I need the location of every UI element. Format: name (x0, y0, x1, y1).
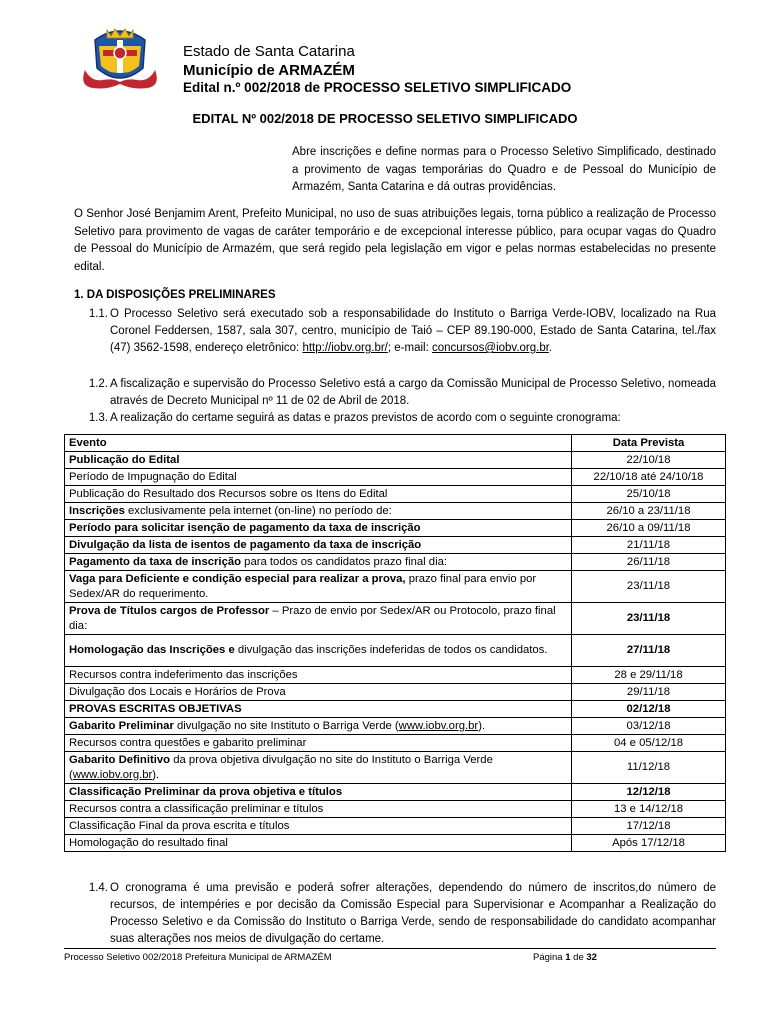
schedule-row (65, 701, 726, 718)
schedule-date: 12/12/18 (572, 784, 726, 801)
event-text: prazo final para envio por Sedex/AR do requerimento. (69, 572, 537, 600)
item-text: O cronograma é uma previsão e poderá sofrer alterações, dependendo do número de inscritos,do número de recursos, de intempéries e por decisão da Comissão Especial para Supervisionar e Acompanhar a Realização do Processo Seletivo e da Comissão do Instituto o Barriga Verde, sendo de responsabilidade do candidato acompanhar suas alterações nos meios de divulgação do certame. (110, 882, 716, 945)
schedule-date: 04 e 05/12/18 (572, 735, 726, 752)
schedule-row (65, 520, 726, 537)
schedule-date: 26/10 a 09/11/18 (572, 520, 726, 537)
event-bold-text: Gabarito Preliminar (69, 719, 174, 732)
schedule-event (65, 486, 572, 503)
schedule-event (65, 635, 572, 667)
item-text: A fiscalização e supervisão do Processo Seletivo está a cargo da Comissão Municipal de Processo Seletivo, nomeada através de Decreto Municipal nº 11 de 02 de Abril de 2018. (110, 378, 716, 407)
header-edital: Edital n.º 002/2018 de PROCESSO SELETIVO SIMPLIFICADO (183, 80, 572, 95)
schedule-row (65, 718, 726, 735)
schedule-date: 02/12/18 (572, 701, 726, 718)
footer-page-number (533, 952, 597, 963)
event-bold-text: Classificação Preliminar da prova objetiva e títulos (69, 785, 343, 798)
schedule-event (65, 520, 572, 537)
schedule-event (65, 684, 572, 701)
schedule-date: 29/11/18 (572, 684, 726, 701)
schedule-row (65, 752, 726, 784)
schedule-row (65, 537, 726, 554)
schedule-date: 23/11/18 (572, 571, 726, 603)
schedule-date: 03/12/18 (572, 718, 726, 735)
schedule-date: 27/11/18 (572, 635, 726, 667)
schedule-event (65, 537, 572, 554)
schedule-date: 26/10 a 23/11/18 (572, 503, 726, 520)
schedule-row (65, 818, 726, 835)
event-bold-text: Publicação do Edital (69, 453, 180, 466)
schedule-row (65, 784, 726, 801)
item-text: A realização do certame seguirá as datas e prazos previstos de acordo com o seguinte cronograma: (110, 412, 621, 424)
event-text: divulgação das inscrições indeferidas de todos os candidatos. (234, 644, 548, 656)
schedule-row (65, 603, 726, 635)
event-text: Recursos contra questões e gabarito preliminar (69, 736, 307, 749)
document-title: EDITAL Nº 002/2018 DE PROCESSO SELETIVO SIMPLIFICADO (192, 111, 578, 126)
item-number: 1.4. (88, 882, 108, 894)
event-text: Recursos contra indeferimento das inscrições (69, 668, 298, 681)
schedule-row (65, 554, 726, 571)
event-text: Período de Impugnação do Edital (69, 470, 237, 483)
schedule-row (65, 667, 726, 684)
schedule-event (65, 554, 572, 571)
event-bold-text: Vaga para Deficiente e condição especial para realizar a prova, (69, 572, 406, 585)
section-heading: 1. DA DISPOSIÇÕES PRELIMINARES (74, 289, 276, 301)
schedule-date: Após 17/12/18 (572, 835, 726, 852)
schedule-date: 21/11/18 (572, 537, 726, 554)
schedule-event (65, 503, 572, 520)
event-text: para todos os candidatos prazo final dia: (241, 555, 448, 568)
event-text: – Prazo de envio por Sedex/AR ou Protocolo, prazo final dia: (69, 604, 556, 632)
column-header-event: Evento (65, 435, 572, 452)
schedule-row (65, 486, 726, 503)
column-header-date: Data Prevista (572, 435, 726, 452)
schedule-row (65, 801, 726, 818)
schedule-event (65, 452, 572, 469)
website-link[interactable]: www.iobv.org.br (72, 768, 153, 781)
schedule-date: 28 e 29/11/18 (572, 667, 726, 684)
schedule-event (65, 784, 572, 801)
schedule-date: 22/10/18 até 24/10/18 (572, 469, 726, 486)
page-prefix: Página (533, 952, 566, 963)
item-1-1 (74, 306, 716, 374)
schedule-row (65, 503, 726, 520)
event-text: Recursos contra a classificação preliminar e títulos (69, 802, 324, 815)
schedule-date: 25/10/18 (572, 486, 726, 503)
item-number: 1.2. (88, 378, 108, 390)
event-bold-text: Pagamento da taxa de inscrição (69, 555, 242, 568)
event-text-end: ). (152, 768, 160, 781)
event-bold-text: Homologação das Inscrições e (69, 644, 235, 656)
schedule-event (65, 701, 572, 718)
schedule-date: 23/11/18 (572, 603, 726, 635)
page-current: 1 (565, 952, 571, 963)
event-bold-text: PROVAS ESCRITAS OBJETIVAS (69, 702, 242, 715)
item-1-2 (74, 376, 716, 410)
event-bold-text: Divulgação da lista de isentos de pagamento da taxa de inscrição (69, 538, 422, 551)
footer-doc-title: Processo Seletivo 002/2018 Prefeitura Municipal de ARMAZÉM (64, 952, 332, 963)
item-number: 1.3. (88, 412, 108, 424)
footer-divider (64, 948, 716, 949)
item-1-3 (74, 410, 716, 427)
event-text: Classificação Final da prova escrita e títulos (69, 819, 290, 832)
event-text: da prova objetiva divulgação no site do Instituto o Barriga Verde ( (69, 753, 493, 781)
website-link[interactable]: www.iobv.org.br (398, 719, 479, 732)
event-bold-text: Período para solicitar isenção de pagamento da taxa de inscrição (69, 521, 421, 534)
schedule-event (65, 835, 572, 852)
municipal-coat-of-arms-icon (77, 26, 163, 96)
header-municipality: Município de ARMAZÉM (183, 62, 355, 79)
event-text: Divulgação dos Locais e Horários de Prova (69, 685, 286, 698)
event-bold-text: Prova de Títulos cargos de Professor (69, 604, 270, 617)
schedule-event (65, 571, 572, 603)
schedule-header-row (65, 435, 726, 452)
schedule-row (65, 571, 726, 603)
schedule-event (65, 718, 572, 735)
event-bold-text: Gabarito Definitivo (69, 753, 171, 766)
schedule-row (65, 835, 726, 852)
event-text: divulgação no site Instituto o Barriga Verde ( (173, 719, 399, 732)
schedule-row (65, 635, 726, 667)
item-number: 1.1. (88, 308, 108, 320)
schedule-event (65, 735, 572, 752)
item-text-end: . (548, 342, 553, 354)
item-text-body: O Processo Seletivo será executado sob a responsabilidade do Instituto o Barriga Verde-IOBV, localizado na Rua Coronel Feddersen, 1587, sala 307, centro, município de Taió – CEP 89.190-000, Estado de Santa Catarina, tel./fax (47) 3562-1598, endereço eletrônico: (110, 308, 716, 354)
schedule-row (65, 735, 726, 752)
item-text-mid: ; e-mail: (387, 342, 432, 354)
schedule-date: 22/10/18 (572, 452, 726, 469)
schedule-event (65, 667, 572, 684)
schedule-event (65, 818, 572, 835)
email-link[interactable]: concursos@iobv.org.br (431, 342, 549, 354)
schedule-event (65, 801, 572, 818)
schedule-date: 26/11/18 (572, 554, 726, 571)
schedule-date: 13 e 14/12/18 (572, 801, 726, 818)
website-link[interactable]: http://iobv.org.br/ (302, 342, 388, 354)
schedule-row (65, 452, 726, 469)
schedule-row (65, 684, 726, 701)
schedule-date: 17/12/18 (572, 818, 726, 835)
event-text: Publicação do Resultado dos Recursos sobre os Itens do Edital (69, 487, 388, 500)
schedule-event (65, 752, 572, 784)
page-mid: de (570, 952, 587, 963)
event-bold-text: Inscrições (69, 504, 125, 517)
intro-paragraph: O Senhor José Benjamim Arent, Prefeito Municipal, no uso de suas atribuições legais, torna público a realização de Processo Seletivo para provimento de vagas de caráter temporário e de excepcional interesse público, para ocupar vagas do Quadro de Pessoal do Município de Armazém, que será regido pela legislação em vigor e pelas normas estabelecidas no presente edital. (74, 208, 716, 273)
item-1-4 (74, 880, 716, 948)
item-text (110, 306, 716, 357)
schedule-date: 11/12/18 (572, 752, 726, 784)
event-text: exclusivamente pela internet (on-line) no período de: (124, 504, 392, 517)
event-text: Homologação do resultado final (69, 836, 228, 849)
edital-summary: Abre inscrições e define normas para o Processo Seletivo Simplificado, destinado a provimento de vagas temporárias do Quadro e de Pessoal do Município de Armazém, Santa Catarina e dá outras providências. (292, 146, 716, 193)
header-state: Estado de Santa Catarina (183, 43, 355, 60)
schedule-event (65, 469, 572, 486)
schedule-event (65, 603, 572, 635)
event-text-end: ). (478, 719, 486, 732)
schedule-row (65, 469, 726, 486)
schedule-table (64, 434, 726, 852)
page-total: 32 (586, 952, 597, 963)
